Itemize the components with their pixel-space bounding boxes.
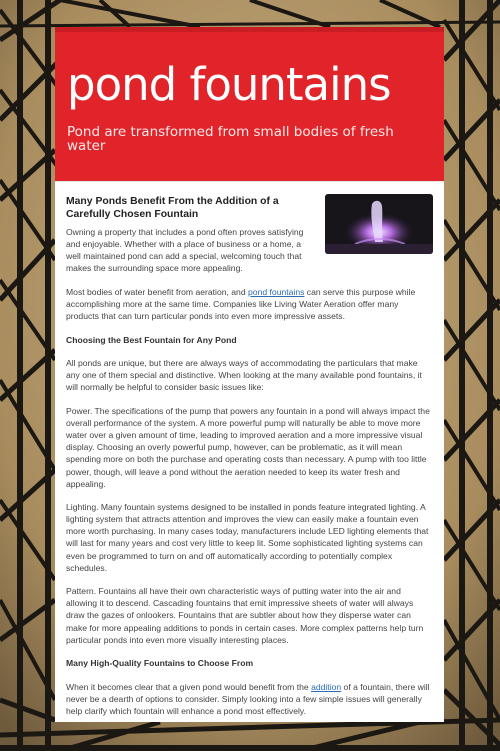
paragraph-aeration: Most bodies of water benefit from aeration, and pond fountains can serve this purpose while accomplishing more at the same time. Companies like Living Water Aeration offer many products that can turn particular ponds into even more impressive assets. (66, 286, 416, 322)
article-intro (66, 195, 433, 286)
page-title: pond fountains (67, 58, 391, 111)
addition-link[interactable]: addition (311, 681, 342, 692)
header-banner (55, 27, 444, 181)
pond-fountains-link[interactable]: pond fountains (248, 286, 305, 297)
section-heading-choosing: Choosing the Best Fountain for Any Pond (66, 334, 237, 345)
paragraph-lighting: Lighting. Many fountain systems designed to be installed in ponds feature integrated lighting. A lighting system that attracts attention and improves the view can easily make a fountain even more worth purchasing. In many cases today, manufacturers include LED lighting elements that will last for many years and cost very little to keep lit. Some sophisticated lighting systems can even be programmed to turn on and off automatically according to potentially complex schedules. (66, 502, 429, 573)
paragraph-power: Power. The specifications of the pump that powers any fountain in a pond will always impact the overall performance of the system. A more powerful pump will naturally be able to move more water over a given amount of time, leading to improved aeration and a more impressive visual display. Choosing an overly powerful pump, however, can be problematic, as it will mean spending more on both the purchase and operating costs than necessary. A pump with too little power, though, will leave a pond without the aeration needed to keep its water fresh and appealing. (66, 406, 430, 489)
paragraph-unique: All ponds are unique, but there are always ways of accommodating the particulars that make any one of them special and distinctive. When looking at the many available pond fountains, it will normally be helpful to consider basic issues like: (66, 358, 422, 393)
page-container (55, 27, 444, 722)
page-subtitle: Pond are transformed from small bodies of fresh water (67, 124, 394, 154)
paragraph-conclusion: When it becomes clear that a given pond would benefit from the addition of a fountain, there will never be a dearth of options to consider. Simply looking into a few simple issues will generally help clarify which fountain will enhance a pond most effectively. (66, 681, 430, 716)
article-heading: Many Ponds Benefit From the Addition of a Carefully Chosen Fountain (66, 196, 279, 220)
fountain-photo (325, 194, 433, 254)
paragraph-pattern: Pattern. Fountains all have their own characteristic ways of putting water into the air and allowing it to descend. Cascading fountains that emit impressive sheets of water will always draw the gazes of onlookers. Fountains that are subtler about how they disperse water can make for more appealing additions to ponds in certain cases. More complex patterns help turn particular ponds into even more visually interesting places. (66, 586, 424, 645)
article-body (55, 181, 444, 722)
paragraph-intro: Owning a property that includes a pond often proves satisfying and enjoyable. Whether with a place of business or a home, a well maintained pond can add a special, welcoming touch that makes the surrounding space more appealing. (66, 227, 304, 274)
section-heading-choose-from: Many High-Quality Fountains to Choose From (66, 658, 254, 669)
